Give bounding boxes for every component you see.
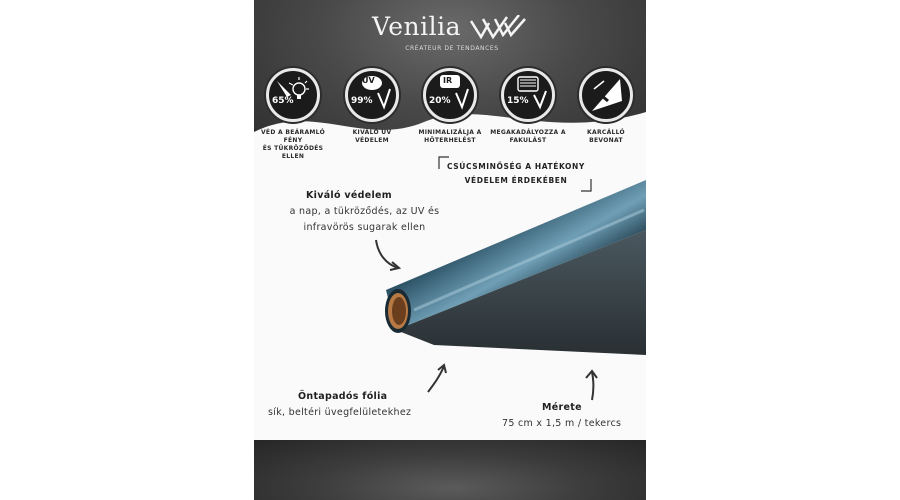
header-banner: [254, 0, 646, 160]
callout-protection-title: Kiváló védelem: [306, 190, 392, 201]
scratch-resistant-icon: [582, 71, 630, 119]
callout-size-text: 75 cm x 1,5 m / tekercs: [502, 418, 622, 429]
feature-percent: 99%: [351, 96, 373, 106]
feature-percent: 65%: [272, 96, 294, 106]
footer-banner: [254, 440, 646, 500]
feature-percent: 15%: [507, 96, 529, 106]
callout-adhesive-title: Öntapadós fólia: [298, 391, 388, 402]
brand-name: Venilia: [372, 12, 462, 41]
caption-line: MINIMALIZÁLJA A: [418, 129, 482, 136]
brand-logo: [372, 12, 532, 54]
feature-percent: 20%: [429, 96, 451, 106]
arrow-to-edge-icon: [582, 368, 602, 402]
caption-line: ÉS TÜKRÖZŐDÉS ELLEN: [262, 145, 324, 160]
quality-line: CSÚCSMINŐSÉG A HATÉKONY: [447, 162, 585, 171]
feature-caption: [334, 129, 410, 145]
feature-fading: [490, 68, 566, 145]
feature-caption: [255, 129, 331, 161]
caption-line: VÉD A BEÁRAMLÓ FÉNY: [260, 129, 325, 144]
caption-line: HŐTERHELÉST: [424, 137, 476, 144]
caption-line: FAKULÁST: [509, 137, 547, 144]
caption-line: MEGAKADÁLYOZZA A: [490, 129, 566, 136]
feature-badge: [345, 68, 399, 122]
film-roll-image: [374, 170, 646, 370]
lightbulb-glare-icon: [269, 71, 317, 119]
feature-uv: [334, 68, 410, 145]
callout-line: a nap, a tükröződés, az UV és: [289, 206, 440, 217]
feature-caption: [490, 129, 566, 145]
caption-line: KARCÁLLÓ: [587, 129, 625, 136]
fading-protection-icon: [504, 71, 552, 119]
feature-caption: [568, 129, 644, 145]
brand-chevron-icon: [469, 15, 527, 43]
feature-badge: [501, 68, 555, 122]
brand-tagline: CRÉATEUR DE TENDANCES: [405, 45, 499, 52]
caption-line: VÉDELEM: [355, 137, 389, 144]
feature-badge: [579, 68, 633, 122]
ir-badge-text: IR: [443, 76, 453, 85]
feature-glare: [255, 68, 331, 161]
caption-line: BEVONAT: [589, 137, 623, 144]
feature-badge: [266, 68, 320, 122]
arrow-to-roll-icon: [372, 236, 402, 272]
caption-line: KIVÁLÓ UV: [352, 129, 392, 136]
feature-scratch: [568, 68, 644, 145]
feature-ir: [412, 68, 488, 145]
callout-protection-text: [272, 204, 457, 236]
callout-line: infravörös sugarak ellen: [303, 222, 426, 233]
callout-size-title: Mérete: [542, 402, 582, 413]
feature-caption: [412, 129, 488, 145]
quality-line: VÉDELEM ÉRDEKÉBEN: [464, 176, 568, 185]
arrow-to-film-icon: [424, 362, 450, 396]
callout-adhesive-text: sík, beltéri üvegfelületekhez: [268, 407, 412, 418]
uv-badge-text: UV: [362, 76, 375, 85]
product-sheet: [254, 0, 646, 500]
feature-badge: [423, 68, 477, 122]
